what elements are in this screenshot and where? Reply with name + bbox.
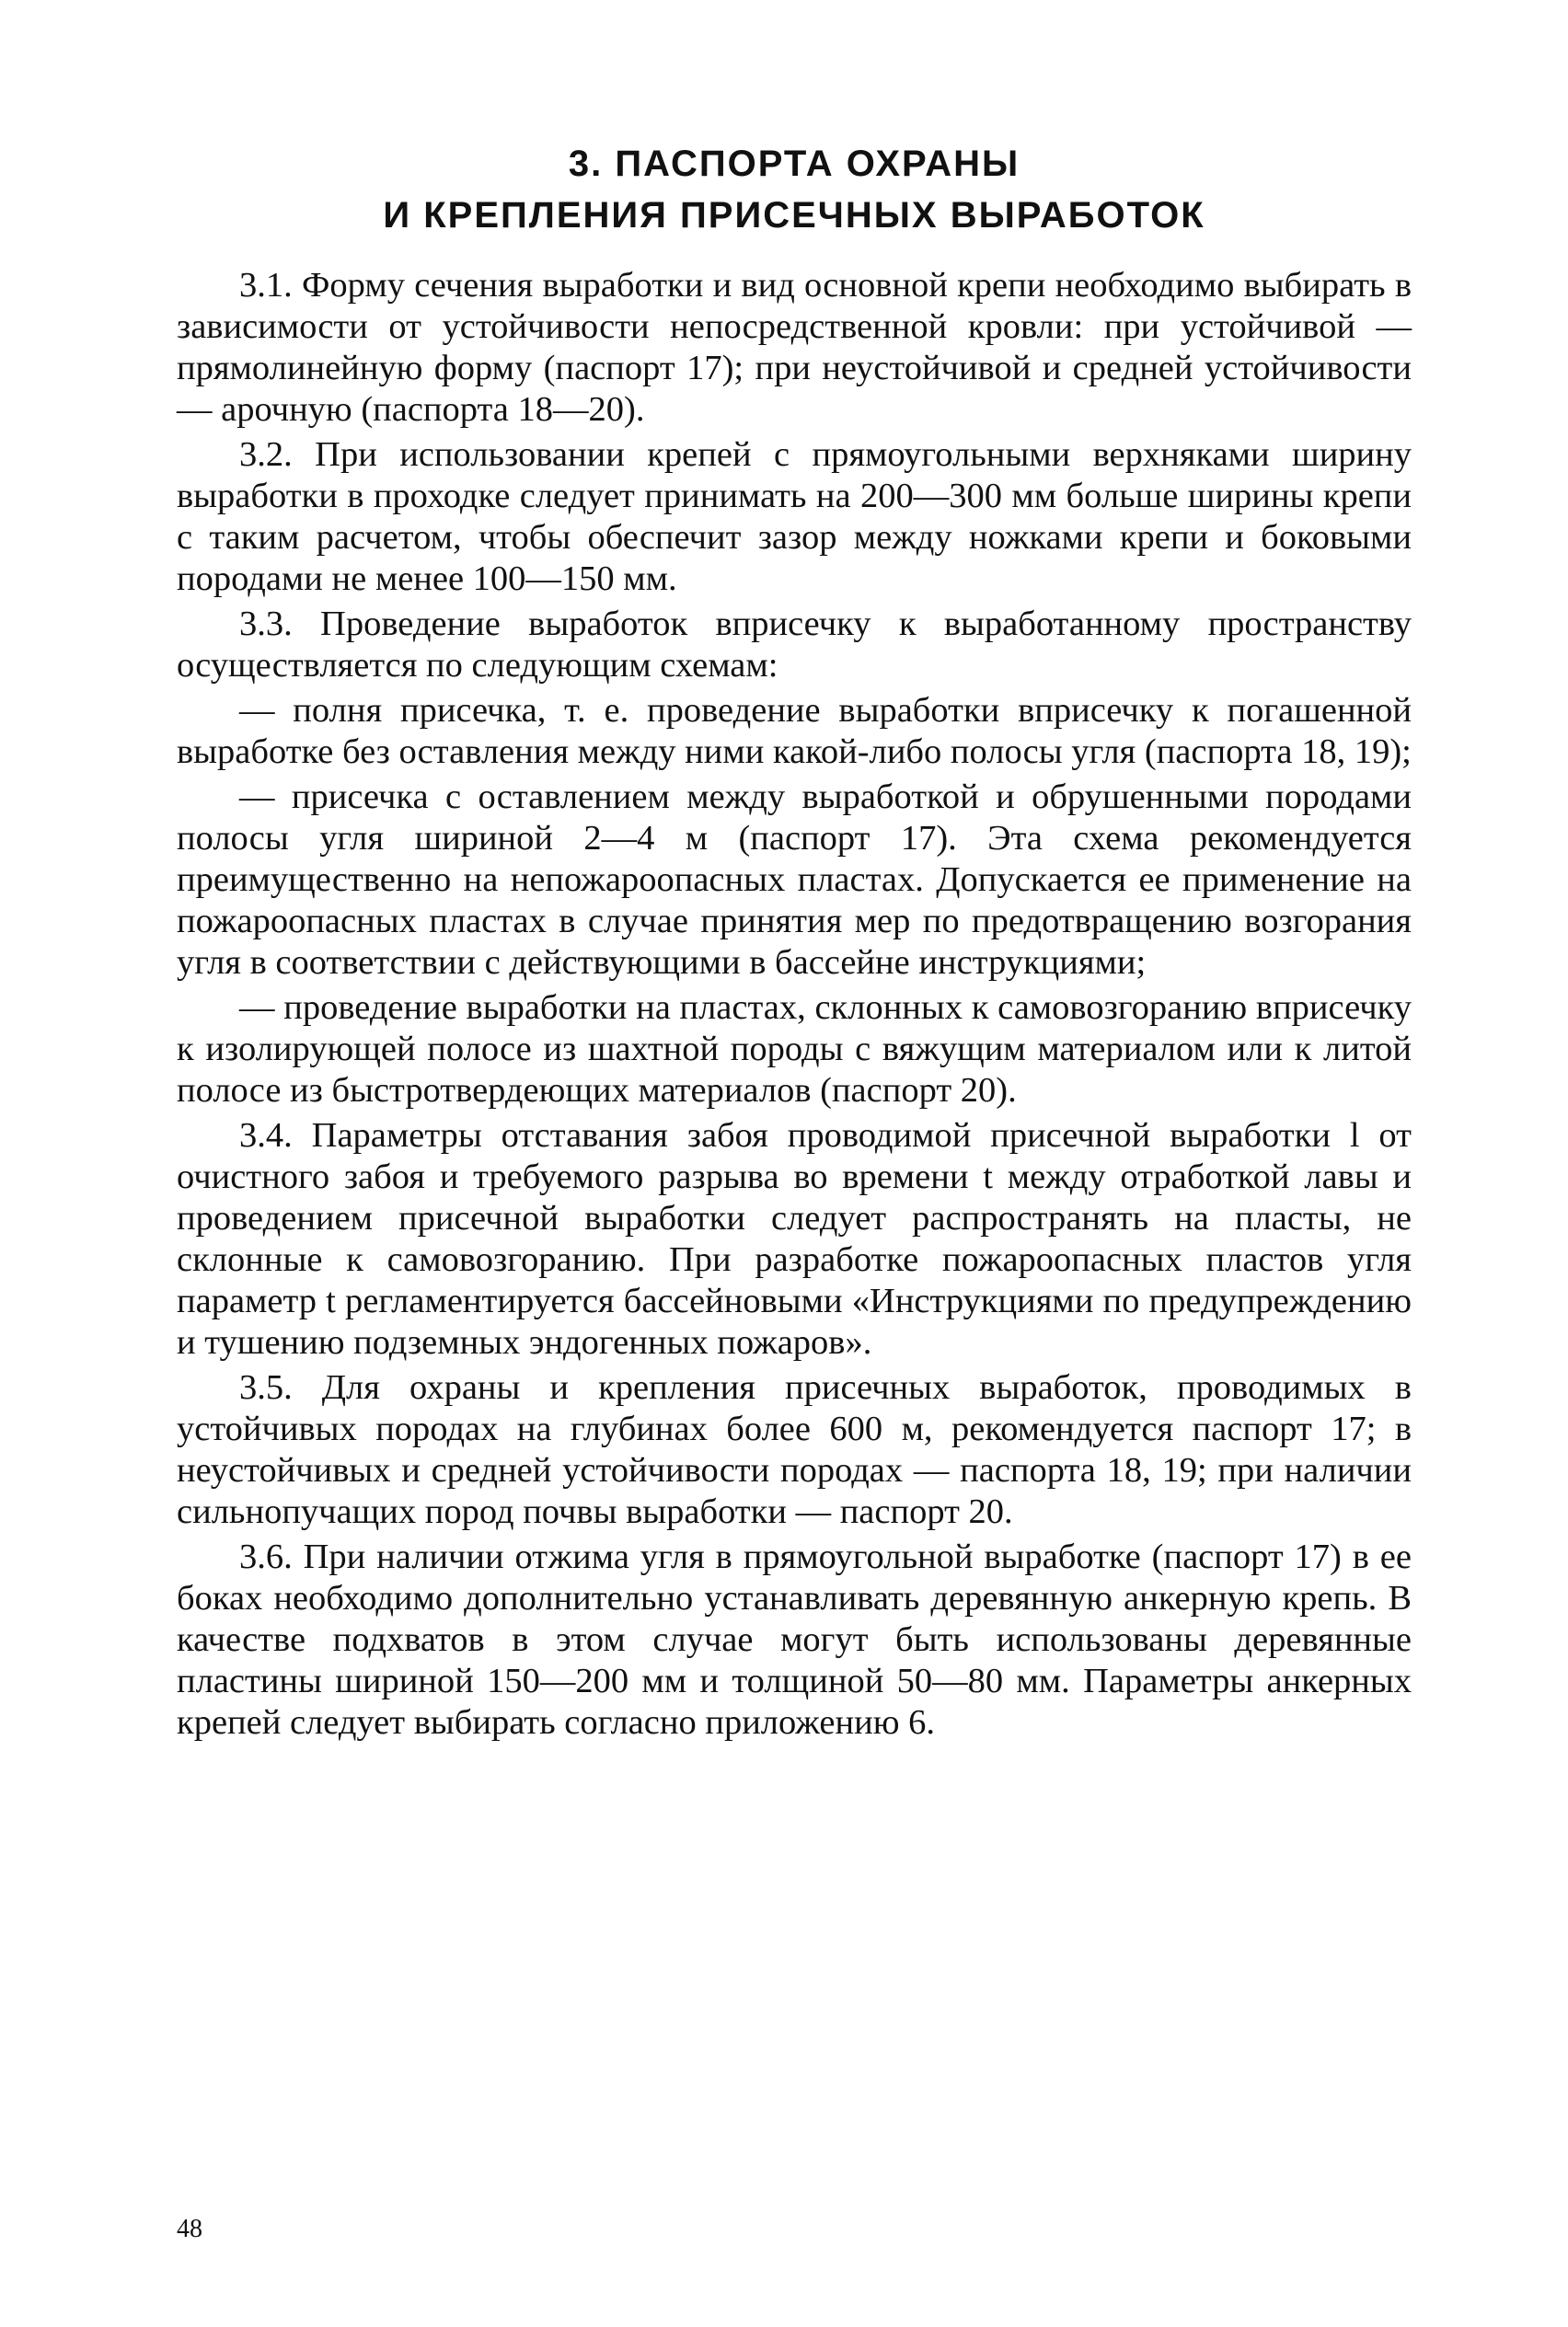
section-title-line-1: 3. ПАСПОРТА ОХРАНЫ xyxy=(568,144,1020,184)
paragraph-3-5: 3.5. Для охраны и крепления присечных выработок, проводимых в устойчивых породах на глубинах более 600 м, рекомендуется паспорт 17; в неустойчивых и средней устойчивости породах — паспорта 18, 19; при наличии сильнопучащих пород почвы выработки — паспорт 20. xyxy=(177,1368,1412,1531)
scheme-item-full-cut: — полня присечка, т. е. проведение выработки вприсечку к погашенной выработке без оставления между ними какой-либо полосы угля (паспорта 18, 19); xyxy=(177,691,1412,771)
paragraph-3-1: 3.1. Форму сечения выработки и вид основной крепи необходимо выбирать в зависимости от устойчивости непосредственной кровли: при устойчивой — прямолинейную форму (паспорт 17); при неустойчивой и средней устойчивости — арочную (паспорта 18—20). xyxy=(177,266,1412,429)
section-title-line-2: И КРЕПЛЕНИЯ ПРИСЕЧНЫХ ВЫРАБОТОК xyxy=(383,195,1205,236)
paragraph-3-4: 3.4. Параметры отставания забоя проводимой присечной выработки l от очистного забоя и требуемого разрыва во времени t между отработкой лавы и проведением присечной выработки следует распространять на пласты, не склонные к самовозгоранию. При разработке пожароопасных пластов угля параметр t регламентируется бассейновыми «Инструкциями по предупреждению и тушению подземных эндогенных пожаров». xyxy=(177,1116,1412,1362)
section-title xyxy=(177,138,1412,241)
paragraph-3-2: 3.2. При использовании крепей с прямоугольными верхняками ширину выработки в проходке следует принимать на 200—300 мм больше ширины крепи с таким расчетом, чтобы обеспечит зазор между ножками крепи и боковыми породами не менее 100—150 мм. xyxy=(177,435,1412,598)
document-page xyxy=(177,138,1412,2254)
scheme-item-isolating-strip: — проведение выработки на пластах, склонных к самовозгоранию вприсечку к изолирующей полосе из шахтной породы с вяжущим материалом или к литой полосе из быстротвердеющих материалов (паспорт 20). xyxy=(177,988,1412,1110)
paragraph-3-6: 3.6. При наличии отжима угля в прямоугольной выработке (паспорт 17) в ее боках необходимо дополнительно устанавливать деревянную анкерную крепь. В качестве подхватов в этом случае могут быть использованы деревянные пластины шириной 150—200 мм и толщиной 50—80 мм. Параметры анкерных крепей следует выбирать согласно приложению 6. xyxy=(177,1538,1412,1742)
page-number: 48 xyxy=(177,2215,202,2243)
scheme-item-coal-strip: — присечка с оставлением между выработкой и обрушенными породами полосы угля шириной 2—4 м (паспорт 17). Эта схема рекомендуется преимущественно на непожароопасных пластах. Допускается ее применение на пожароопасных пластах в случае принятия мер по предотвращению возгорания угля в соответствии с действующими в бассейне инструкциями; xyxy=(177,778,1412,982)
paragraph-3-3: 3.3. Проведение выработок вприсечку к выработанному пространству осуществляется по следующим схемам: xyxy=(177,605,1412,685)
